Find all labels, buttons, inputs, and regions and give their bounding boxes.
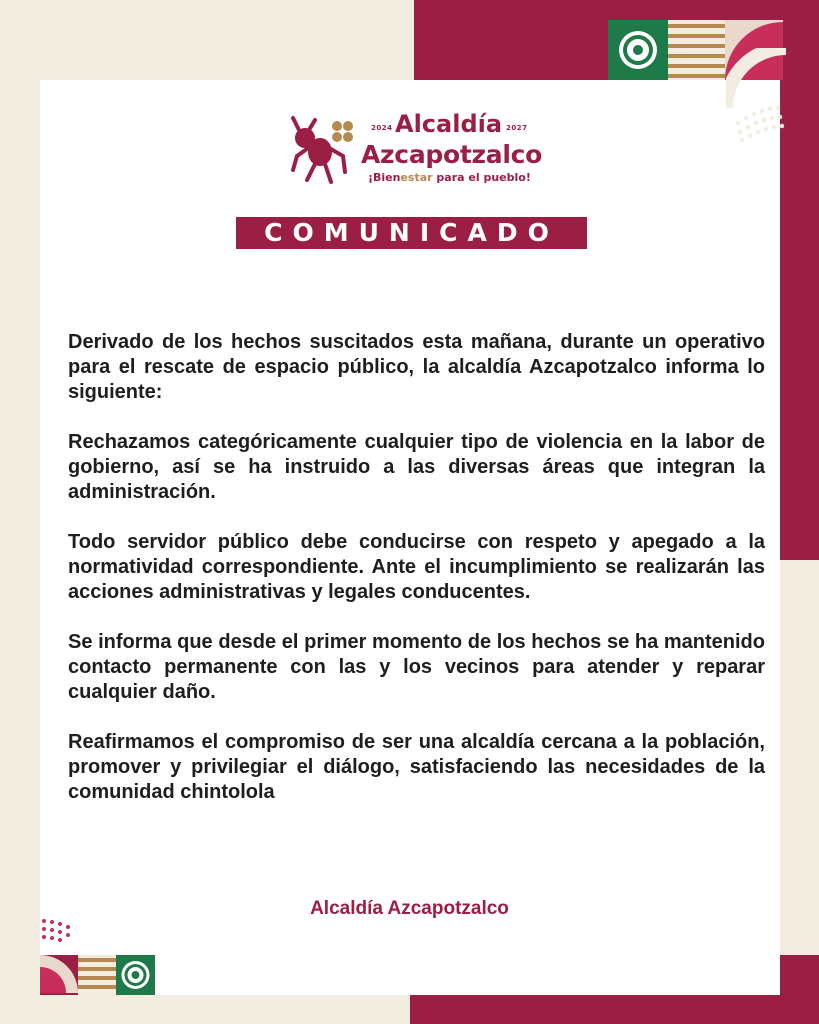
paragraph: Se informa que desde el primer momento de los hechos se ha mantenido contacto permanente con las y los vecinos para atender y reparar cualquier daño. (68, 631, 765, 703)
paragraph: Derivado de los hechos suscitados esta mañana, durante un operativo para el rescate de espacio público, la alcaldía Azcapotzalco informa lo siguiente: (68, 331, 765, 403)
logo-slogan: ¡Bienestar para el pueblo! (368, 171, 531, 184)
decorative-dots-top (726, 48, 786, 143)
rosette-icon (619, 31, 657, 69)
comunicado-banner: COMUNICADO (236, 217, 587, 249)
logo-title-line1: Alcaldía (395, 110, 503, 138)
logo-title-line2: Azcapotzalco (361, 140, 542, 169)
paragraph: Rechazamos categóricamente cualquier tipo de violencia en la labor de gobierno, así se ha instruido a las diversas áreas que integran la administración. (68, 431, 765, 503)
paragraph: Reafirmamos el compromiso de ser una alcaldía cercana a la población, promover y privilegiar el diálogo, satisfaciendo las necesidades de la comunidad chintolola (68, 731, 765, 803)
logo-year-start: 2024 (371, 124, 393, 132)
statement-body (68, 330, 765, 830)
paragraph: Todo servidor público debe conducirse con respeto y apegado a la normatividad correspondiente. Ante el incumplimiento se realizarán las acciones administrativas y legales conducentes. (68, 531, 765, 603)
decorative-pattern-bottom (40, 915, 155, 995)
logo-year-end: 2027 (506, 124, 528, 132)
rosette-icon (122, 961, 150, 989)
signature: Alcaldía Azcapotzalco (310, 898, 509, 919)
